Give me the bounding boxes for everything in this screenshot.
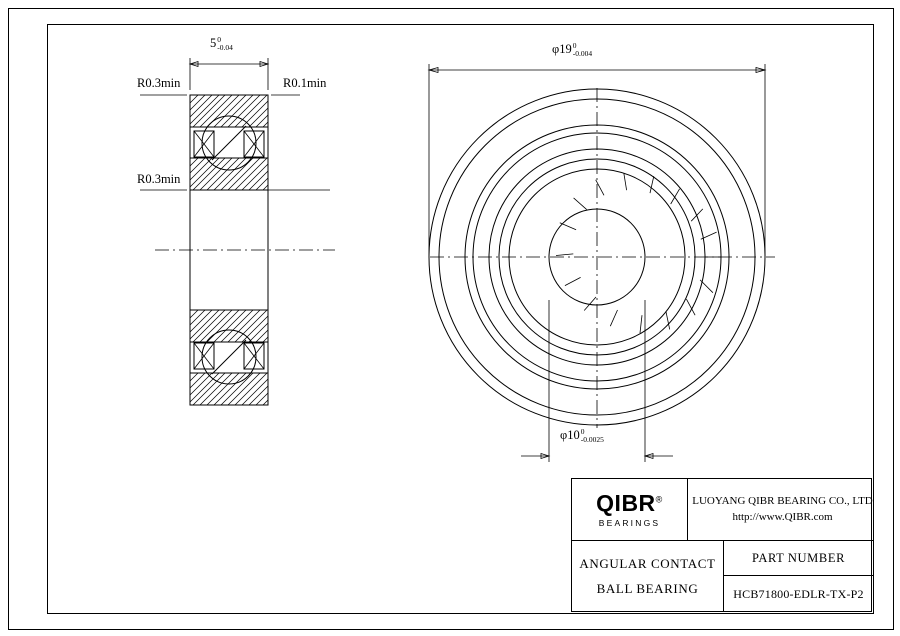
dimension-width [210,36,233,52]
dimension-bore-diameter [560,428,604,444]
dimension-bore-lower: -0.0025 [580,435,604,445]
company-name: LUOYANG QIBR BEARING CO., LTD [692,494,873,507]
dimension-outer-diameter [552,42,592,58]
dimension-bore-nominal: 10 [567,428,580,442]
title-block-header [572,479,873,541]
brand-subtitle: BEARINGS [598,517,661,528]
title-block-body [572,541,873,612]
section-view [140,58,335,405]
note-r01min-top-right: R0.1min [283,76,327,90]
registered-trademark-icon: ® [655,493,663,504]
note-r03min-top-left: R0.3min [137,76,181,90]
dimension-od-upper: 0 [572,41,577,51]
dimension-bore-symbol: φ [560,428,568,442]
product-description [572,541,724,612]
brand-text: QIBR [596,489,656,516]
front-view [429,64,775,462]
product-line-2: BALL BEARING [596,580,699,596]
product-line-1: ANGULAR CONTACT [579,555,716,571]
dimension-width-nominal: 5 [210,36,217,50]
title-block [571,478,872,612]
dimension-bore-upper: 0 [580,427,585,437]
dimension-width-lower: -0.04 [217,43,233,53]
company-website: http://www.QIBR.com [732,510,833,523]
brand-name [596,489,663,516]
part-number-block [724,541,873,612]
dimension-od-nominal: 19 [559,42,572,56]
note-r03min-left: R0.3min [137,172,181,186]
part-number-label: PART NUMBER [724,541,873,576]
dimension-od-symbol: φ [552,42,560,56]
company-info [688,494,873,526]
dimension-width-upper: 0 [217,35,221,45]
part-number-value: HCB71800-EDLR-TX-P2 [733,586,864,601]
brand-logo [572,479,688,540]
dimension-od-lower: -0.004 [572,49,593,59]
